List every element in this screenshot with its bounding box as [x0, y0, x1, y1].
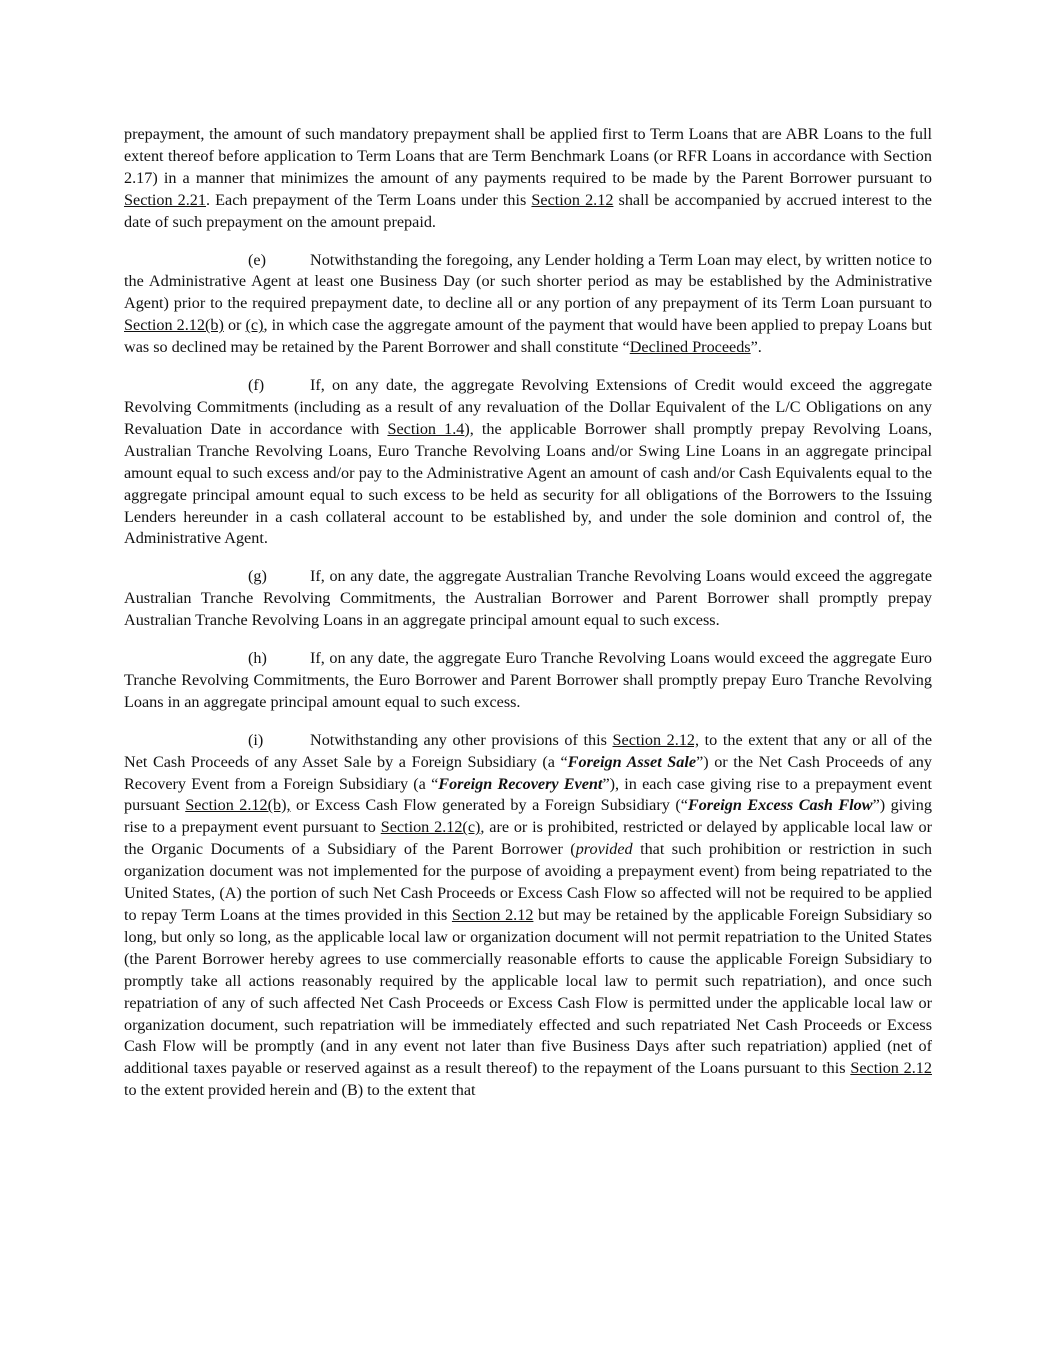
section-ref-2-12: Section 2.12	[531, 190, 614, 209]
defined-term-foreign-asset-sale: Foreign Asset Sale	[567, 752, 697, 771]
section-ref-2-12: Section 2.12	[451, 906, 534, 924]
paragraph-i: (i) Notwithstanding any other provisions of this Section 2.12, to the extent that any or all of the Net Cash Proceeds of any Asset Sale by a Foreign Subsidiary (a “Foreign Asset Sale”) or the Net Cash Proceeds of any Recovery Event from a Foreign Subsidiary (a “Foreign Recovery Event”), in each case giving rise to a prepayment event pursuant Section 2.12(b), or Excess Cash Flow generated by a Foreign Subsidiary (“Foreign Excess Cash Flow”) giving rise to a prepayment event pursuant to Section 2.12(c), are or is prohibited, restricted or delayed by applicable local law or the Organic Documents of a Subsidiary of the Parent Borrower (provided that such prohibition or restriction in such organization document was not implemented for the purpose of avoiding a prepayment event) from being repatriated to the United States, (A) the portion of such Net Cash Proceeds or Excess Cash Flow so affected will not be required to be applied to repay Term Loans at the times provided in this Section 2.12 but may be retained by the applicable Foreign Subsidiary so long, but only so long, as the applicable local law or organization document will not permit repatriation to the United States (the Parent Borrower hereby agrees to use commercially reasonable efforts to cause the applicable Foreign Subsidiary to promptly take all actions reasonably required by the applicable local law to permit such repatriation), and once such repatriation of any of such affected Net Cash Proceeds or Excess Cash Flow is permitted under the applicable local law or organization document, such repatriation will be immediately effected and such repatriated Net Cash Proceeds or Excess Cash Flow will be promptly (and in any event not later than five Business Days after such repatriation) applied (net of additional taxes payable or reserved against as a result thereof) to the repayment of the Loans pursuant to this Section 2.12 to the extent provided herein and (B) to the extent that	[124, 730, 933, 1100]
defined-term-foreign-recovery-event: Foreign Recovery Event	[438, 774, 603, 793]
paragraph-label: (h)	[248, 649, 267, 668]
section-ref-2-12b: Section 2.12(b)	[124, 316, 224, 335]
section-ref-c: (c)	[245, 316, 264, 335]
section-ref-2-21: Section 2.21	[124, 190, 206, 209]
section-ref-2-12c: Section 2.12(c)	[380, 818, 481, 837]
section-ref-2-12: Section 2.12	[850, 1059, 932, 1078]
paragraph-label: (e)	[248, 250, 266, 269]
paragraph-label: (g)	[248, 567, 267, 586]
paragraph-f: (f) If, on any date, the aggregate Revolving Extensions of Credit would exceed the aggregate Revolving Commitments (including as a result of any revaluation of the Dollar Equivalent of the L/C Obligations on any Revaluation Date in accordance with Section 1.4), the applicable Borrower shall promptly prepay Revolving Loans, Australian Tranche Revolving Loans, Euro Tranche Revolving Loans and/or Swing Line Loans in an aggregate principal amount equal to such excess and/or pay to the Administrative Agent an amount of cash and/or Cash Equivalents equal to the aggregate principal amount equal to such excess to be held as security for all obligations of the Borrowers to the Issuing Lenders hereunder in a cash collateral account to be established by, and under the sole dominion and control of, the Administrative Agent.	[124, 376, 932, 548]
section-ref-1-4: Section 1.4	[387, 419, 465, 438]
paragraph-label: (f)	[248, 376, 265, 395]
paragraph-g: (g) If, on any date, the aggregate Australian Tranche Revolving Loans would exceed the aggregate Australian Tranche Revolving Commitments, the Australian Borrower and Parent Borrower shall promptly prepay Australian Tranche Revolving Loans in an aggregate principal amount equal to such excess.	[124, 567, 932, 630]
section-ref-2-12b: Section 2.12(b),	[185, 796, 291, 815]
paragraph-e: (e) Notwithstanding the foregoing, any Lender holding a Term Loan may elect, by written notice to the Administrative Agent at least one Business Day (or such shorter period as may be established by the Administrative Agent) prior to the required prepayment date, to decline all or any portion of any prepayment of its Term Loan pursuant to Section 2.12(b) or (c), in which case the aggregate amount of the payment that would have been applied to prepay Loans but was so declined may be retained by the Parent Borrower and shall constitute “Declined Proceeds”.	[124, 250, 932, 357]
document-page	[124, 124, 932, 1118]
paragraph-label: (i)	[248, 730, 264, 749]
defined-term-declined-proceeds: Declined Proceeds	[629, 338, 751, 357]
paragraph-continuation: prepayment, the amount of such mandatory prepayment shall be applied first to Term Loans that are ABR Loans to the full extent thereof before application to Term Loans that are Term Benchmark Loans (or RFR Loans in accordance with Section 2.17) in a manner that minimizes the amount of any payments required to be made by the Parent Borrower pursuant to Section 2.21. Each prepayment of the Term Loans under this Section 2.12 shall be accompanied by accrued interest to the date of such prepayment on the amount prepaid.	[124, 125, 932, 231]
italic-provided: provided	[575, 840, 633, 859]
section-ref-2-12: Section 2.12,	[612, 730, 700, 749]
paragraph-h: (h) If, on any date, the aggregate Euro Tranche Revolving Loans would exceed the aggregate Euro Tranche Revolving Commitments, the Euro Borrower and Parent Borrower shall promptly prepay Euro Tranche Revolving Loans in an aggregate principal amount equal to such excess.	[124, 649, 932, 711]
defined-term-foreign-excess-cash-flow: Foreign Excess Cash Flow	[687, 796, 873, 815]
